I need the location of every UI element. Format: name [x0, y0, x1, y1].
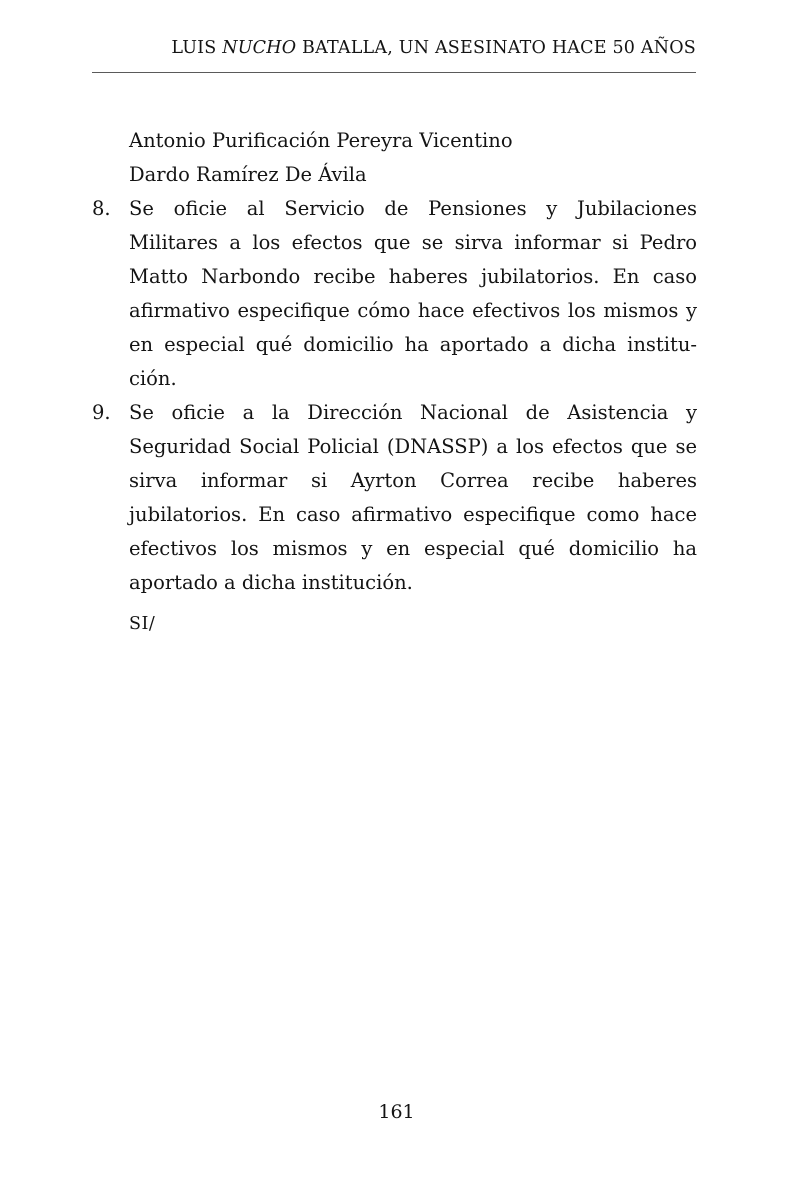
list-item-text: Se oficie a la Dirección Nacional de Asistencia y Seguridad Social Policial (DNASSP) a los efectos que se sirva informar si Ayrton Correa recibe haberes jubilatorios. En caso afirmativo especifique como hace efectivos los mismos y en especial qué domicilio ha aportado a dicha institución. — [129, 401, 697, 594]
header-title-italic: NUCHO — [222, 38, 297, 58]
list-item-number: 9. — [92, 401, 111, 424]
list-item-number: 8. — [92, 197, 111, 220]
header-title-pre: LUIS — [171, 38, 223, 58]
list-item — [92, 192, 697, 396]
name-line: Antonio Purificación Pereyra Vicentino — [129, 129, 513, 152]
running-header — [92, 38, 696, 78]
page-body — [92, 124, 697, 641]
list-item — [92, 396, 697, 600]
closing-initials: SI/ — [129, 614, 156, 634]
list-item-text: Se oficie al Servicio de Pensiones y Jubilaciones Militares a los efectos que se sirva informar si Pedro Matto Narbondo recibe haberes jubilatorios. En caso afirmativo especifique cómo hace efectivos los mismos y en especial qué domicilio ha aportado a dicha institución. — [129, 197, 697, 390]
running-header-title — [171, 38, 696, 58]
name-line: Dardo Ramírez De Ávila — [129, 163, 367, 186]
header-title-post: BATALLA, UN ASESINATO HACE 50 AÑOS — [296, 38, 696, 58]
page-number: 161 — [378, 1101, 415, 1123]
header-rule — [92, 72, 696, 73]
